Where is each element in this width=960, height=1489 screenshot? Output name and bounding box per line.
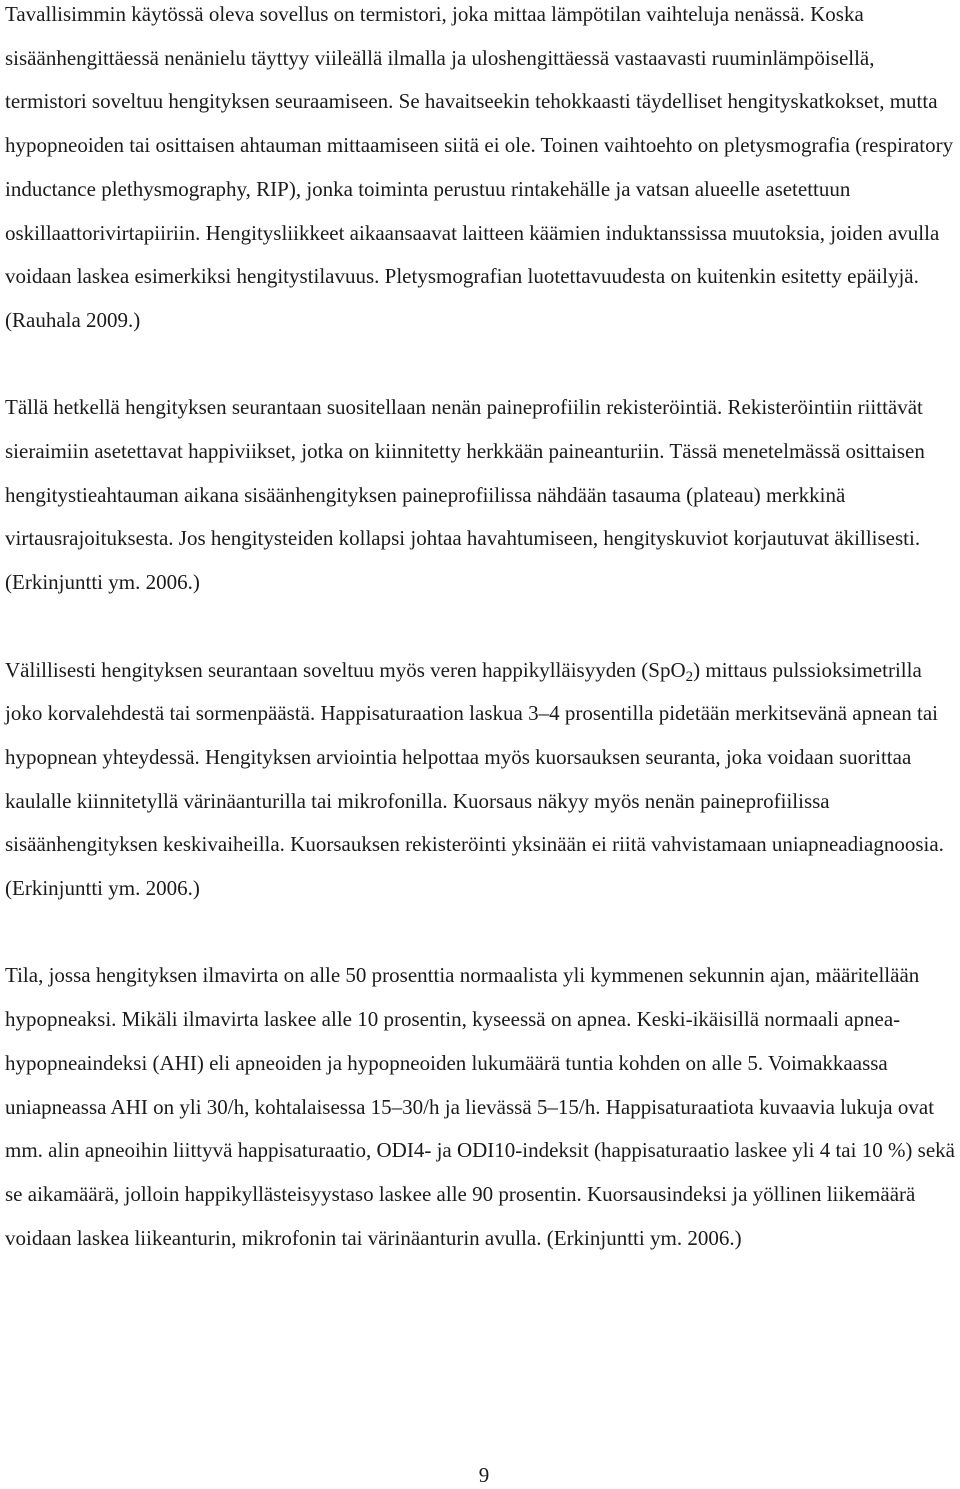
paragraph-happikyllaisyys <box>5 649 955 911</box>
paragraph-paineprofiili: Tällä hetkellä hengityksen seurantaan suositellaan nenän paineprofiilin rekisteröintiä. Rekisteröintiin riittävät sieraimiin asetettavat happiviikset, jotka on kiinnitetty herkkään paineanturiin. Tässä menetelmässä osittaisen hengitystieahtauman aikana sisäänhengityksen paineprofiilissa nähdään tasauma (plateau) merkkinä virtausrajoituksesta. Jos hengitysteiden kollapsi johtaa havahtumiseen, hengityskuviot korjautuvat äkillisesti. (Erkinjuntti ym. 2006.) <box>5 395 925 595</box>
paragraph-text-start: Välillisesti hengityksen seurantaan soveltuu myös veren happikylläisyyden (SpO <box>5 657 686 682</box>
page-number: 9 <box>478 1463 490 1487</box>
paragraph-text-end: ) mittaus pulssioksimetrilla joko korvalehdestä tai sormenpäästä. Happisaturaation laskua 3–4 prosentilla pidetään merkitsevänä apnean tai hypopnean yhteydessä. Hengityksen arviointia helpottaa myös kuorsauksen seuranta, joka voidaan suorittaa kaulalle kiinnitetyllä värinäanturilla tai mikrofonilla. Kuorsaus näkyy myös nenän paineprofiilissa sisäänhengityksen keskivaiheilla. Kuorsauksen rekisteröinti yksinään ei riitä vahvistamaan uniapneadiagnoosia. (Erkinjuntti ym. 2006.) <box>5 657 944 901</box>
paragraph-hypopnea: Tila, jossa hengityksen ilmavirta on alle 50 prosenttia normaalista yli kymmenen sekunnin ajan, määritellään hypopneaksi. Mikäli ilmavirta laskee alle 10 prosentin, kyseessä on apnea. Keski-ikäisillä normaali apnea-hypopneaindeksi (AHI) eli apneoiden ja hypopneoiden lukumäärä tuntia kohden on alle 5. Voimakkaassa uniapneassa AHI on yli 30/h, kohtalaisessa 15–30/h ja lievässä 5–15/h. Happisaturaatiota kuvaavia lukuja ovat mm. alin apneoihin liittyvä happisaturaatio, ODI4- ja ODI10-indeksit (happisaturaatio laskee yli 4 tai 10 %) sekä se aikamäärä, jolloin happikyllästeisyystaso laskee alle 90 prosentin. Kuorsausindeksi ja yöllinen liikemäärä voidaan laskea liikeanturin, mikrofonin tai värinäanturin avulla. (Erkinjuntti ym. 2006.) <box>5 963 955 1250</box>
paragraph-termistori: Tavallisimmin käytössä oleva sovellus on termistori, joka mittaa lämpötilan vaihteluja nenässä. Koska sisäänhengittäessä nenänielu täyttyy viileällä ilmalla ja uloshengittäessä vastaavasti ruuminlämpöisellä, termistori soveltuu hengityksen seuraamiseen. Se havaitseekin tehokkaasti täydelliset hengityskatkokset, mutta hypopneoiden tai osittaisen ahtauman mittaamiseen siitä ei ole. Toinen vaihtoehto on pletysmografia (respiratory inductance plethysmography, RIP), jonka toiminta perustuu rintakehälle ja vatsan alueelle asetettuun oskillaattorivirtapiiriin. Hengitysliikkeet aikaansaavat laitteen käämien induktanssissa muutoksia, joiden avulla voidaan laskea esimerkiksi hengitystilavuus. Pletysmografian luotettavuudesta on kuitenkin esitetty epäilyjä. (Rauhala 2009.) <box>5 2 954 332</box>
subscript-two: 2 <box>685 668 694 685</box>
body-text <box>5 0 955 1260</box>
